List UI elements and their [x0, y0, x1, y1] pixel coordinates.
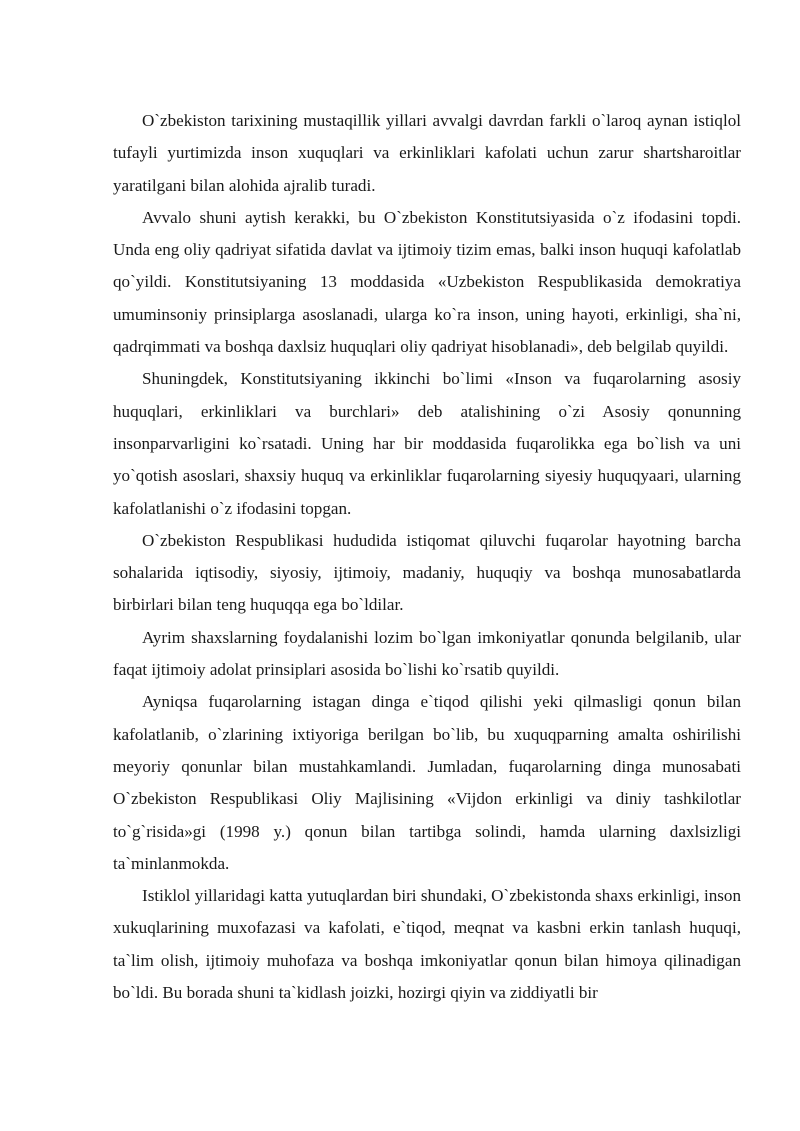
paragraph-3: Shuningdek, Konstitutsiyaning ikkinchi bo`limi «Inson va fuqarolarning asosiy huquqlari, erkinliklari va burchlari» deb atalishining o`zi Asosiy qonunning insonparvarligini ko`rsatadi. Uning har bir moddasida fuqarolikka ega bo`lish va uni yo`qotish asoslari, shaxsiy huquq va erkinliklar fuqarolarning siyesiy huquqyaari, ularning kafolatlanishi o`z ifodasini topgan. [113, 369, 741, 518]
paragraph-2: Avvalo shuni aytish kerakki, bu O`zbekiston Konstitutsiyasida o`z ifodasini topdi. Unda eng oliy qadriyat sifatida davlat va ijtimoiy tizim emas, balki inson huquqi kafolatlab qo`yildi. Konstitutsiyaning 13 moddasida «Uzbekiston Respublikasida demokratiya umuminsoniy prinsiplarga asoslanadi, ularga ko`ra inson, uning hayoti, erkinligi, sha`ni, qadrqimmati va boshqa daxlsiz huquqlari oliy qadriyat hisoblanadi», deb belgilab quyildi. [113, 207, 741, 357]
paragraph-1: O`zbekiston tarixining mustaqillik yillari avvalgi davrdan farkli o`laroq aynan istiqlol tufayli yurtimizda inson xuquqlari va erkinliklari kafolati uchun zarur shartsharoitlar yaratilgani bilan alohida ajralib turadi. [113, 111, 741, 195]
paragraph-7: Istiklol yillaridagi katta yutuqlardan biri shundaki, O`zbekistonda shaxs erkinligi, inson xukuqlarining muxofazasi va kafolati, e`tiqod, meqnat va kasbni erkin tanlash huquqi, ta`lim olish, ijtimoiy muhofaza va boshqa imkoniyatlar qonun bilan himoya qilinadigan bo`ldi. Bu borada shuni ta`kidlash joizki, hozirgi qiyin va ziddiyatli bir [113, 886, 741, 1003]
paragraph-4: O`zbekiston Respublikasi hududida istiqomat qiluvchi fuqarolar hayotning barcha sohalarida iqtisodiy, siyosiy, ijtimoiy, madaniy, huquqiy va boshqa munosabatlarda birbirlari bilan teng huquqqa ega bo`ldilar. [113, 530, 741, 615]
paragraph-5: Ayrim shaxslarning foydalanishi lozim bo`lgan imkoniyatlar qonunda belgilanib, ular faqat ijtimoiy adolat prinsiplari asosida bo`lishi ko`rsatib quyildi. [113, 627, 741, 680]
paragraph-6: Ayniqsa fuqarolarning istagan dinga e`tiqod qilishi yeki qilmasligi qonun bilan kafolatlanib, o`zlarining ixtiyoriga berilgan bo`lib, bu xuquqparning amalta oshirilishi meyoriy qonunlar bilan mustahkamlandi. Jumladan, fuqarolarning dinga munosabati O`zbekiston Respublikasi Oliy Majlisining «Vijdon erkinligi va diniy tashkilotlar to`g`risida»gi (1998 y.) qonun bilan tartibga solindi, hamda ularning daxlsizligi ta`minlanmokda. [113, 692, 741, 873]
document-body [113, 105, 741, 1009]
